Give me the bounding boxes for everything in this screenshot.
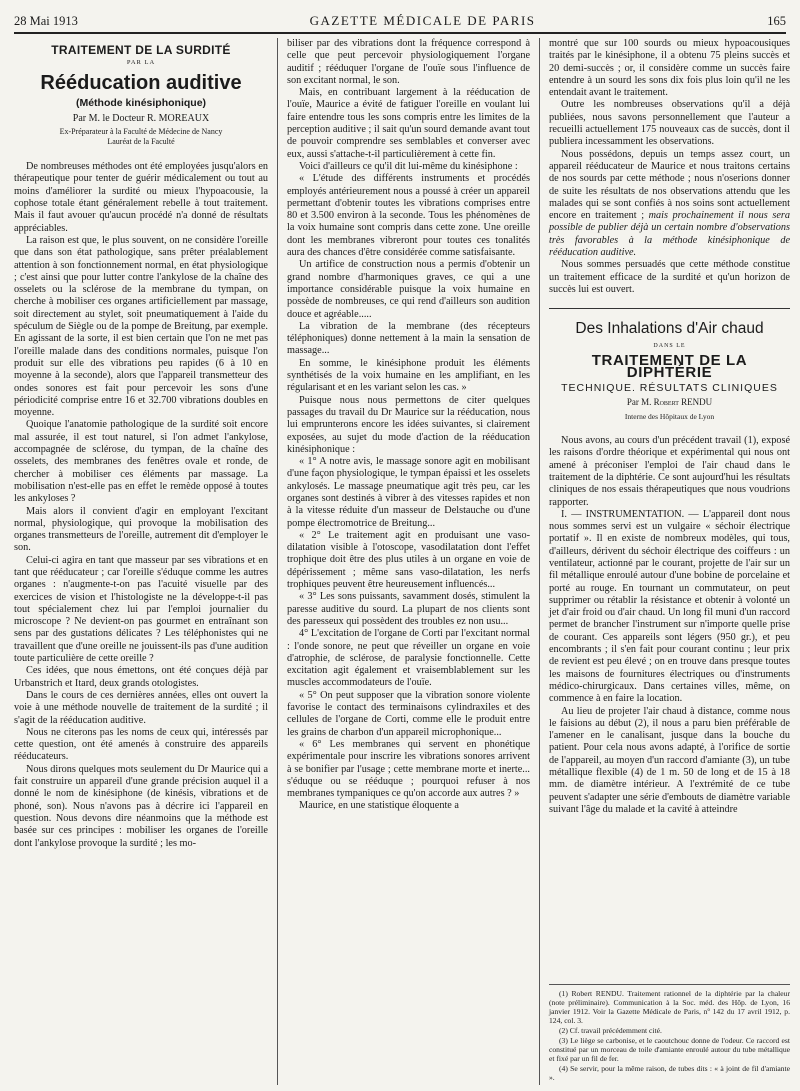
article2-author-name: Robert RENDU	[653, 397, 713, 408]
running-header	[14, 9, 786, 34]
paragraph: La vibration de la membrane (des récepteurs téléphoniques) donne nettement à la main la sensation de massage...	[287, 320, 530, 357]
footnote: (3) Le liège se carbonise, et le caoutchouc donne de l'odeur. Ce raccord est constitué par un morceau de toile d'amiante enroulé autour du tube métallique et fixé par un fil de fer.	[549, 1036, 790, 1063]
column-1	[14, 38, 278, 1085]
paragraph: Maurice, en une statistique éloquente a	[299, 800, 459, 812]
paragraph: Nous ne citerons pas les noms de ceux qui, intéressés par cette question, ont été amenés à construire des appareils rééducateurs.	[14, 726, 268, 763]
paragraph-text: Nous possédons, depuis un temps assez court, un appareil rééducateur de Maurice et nous traitons certains de nos sourds par cette méthode ; nous n'oserions donner de suite les résultats de nos observations attendu que les malades qui se sont confiés à nos soins sont actuellement encore en traitement ;	[549, 148, 790, 222]
article-divider	[549, 308, 790, 309]
paragraph: Nous dirons quelques mots seulement du Dr Maurice qui a fait construire un appareil d'une grande précision auquel il a donné le nom de kinésiphone (de kinésis, vibrations et de phoné, son). Nous n'avons pas à décrire ici l'appareil en question. Nous devons dire néanmoins que la méthode est basée sur ces principes : mobiliser les organes de l'oreille dont l'ankylose provoque la surdité ; les mo-	[14, 763, 268, 849]
column-2	[278, 38, 540, 1085]
paragraph: Celui-ci agira en tant que masseur par ses vibrations et en tant que rééducateur ; car l'oreille s'éduque comme les autres organes : n'augmente-t-on pas l'acuité visuelle par des exercices de vision et l'histologiste ne la développe-t-il pas tout spécialement chez lui par l'emploi journalier du microscope ? Ne devient-on pas gourmet en entraînant son sens par des gustations délicates ? Les téléphonistes qui ne travaillent que d'une oreille ne jouissent-ils pas d'une audition toute particulière de cette oreille ?	[14, 554, 268, 665]
article1-heading	[14, 44, 268, 147]
footnote: (4) Se servir, pour la même raison, de tubes dits : « à joint de fil d'amiante ».	[549, 1064, 790, 1082]
article1-par: PAR LA	[126, 59, 156, 67]
issue-date: 28 Mai 1913	[14, 14, 78, 28]
paragraph: « 3° Les sons puissants, savamment dosés, stimulent la paresse auditive du sourd. La plupart de nos clients sont des paresseux qui possèdent des troubles ez non usu...	[287, 591, 530, 627]
paragraph: Puisque nous nous permettons de citer quelques passages du travail du Dr Maurice sur la rééducation, nous lui emprunterons encore les idées suivantes, si clairement exposées, au sujet du mode d'action de la rééducation kinésiphonique :	[287, 394, 530, 455]
article2-author	[549, 396, 790, 408]
footnotes	[549, 984, 790, 1083]
article2-title-line2: TRAITEMENT DE LA DIPHTÉRIE	[591, 351, 748, 381]
article1-author	[14, 113, 268, 125]
article1-kicker: TRAITEMENT DE LA SURDITÉ	[51, 43, 231, 57]
article2-dans: DANS LE	[653, 343, 686, 350]
paragraph: De nombreuses méthodes ont été employées jusqu'alors en thérapeutique pour tenter de guérir médicalement ou tout au moins d'améliorer la surdité ou mieux l'hypoacousie, la cophose totale étant généralement rebelle à tout traitement. Mais il faut avouer qu'aucun procédé n'a donné de résultats appréciables.	[14, 161, 268, 234]
paragraph: Ces idées, que nous émettons, ont été conçues déjà par Urbanstrich et Itard, deux grands otologistes.	[14, 665, 268, 689]
paragraph: 4° L'excitation de l'organe de Corti par l'excitant normal : l'onde sonore, ne peut que réveiller un organe en voie d'atrophie, de sclérose, de paralysie fonctionnelle. Cette excitation agit également et vraisemblablement sur les muscles accommodateurs de l'ouïe.	[287, 628, 530, 689]
article2-author-pre: Par M.	[626, 397, 652, 408]
footnote: (1) Robert RENDU. Traitement rationnel de la diphtérie par la chaleur (note préliminaire). Communication à la Soc. méd. des Hôp. de Lyon, 16 janvier 1912. Voir la Gazette Médicale de Paris, nº 142 du 17 avril 1912, p. 124, col. 3.	[549, 989, 790, 1025]
article1-affiliation-2: Lauréat de la Faculté	[107, 137, 175, 147]
page-number: 165	[767, 14, 786, 28]
paragraph: « 5° On peut supposer que la vibration sonore violente favorise le contact des terminaisons cylindraxiles et des cellules de l'organe de Corti, comme elle le produit entre les grains de charbon d'un appareil microphonique...	[287, 689, 530, 738]
paragraph: « L'étude des différents instruments et procédés employés antérieurement nous a poussé à créer un appareil permettant d'obtenir toutes les vibrations comprises entre 80 et 3.500 environ à la seconde. Tous les phénomènes de la voix humaine sont compris dans cette zone. Une oreille dont les membranes vibreront pour toutes ces tonalités aura des chances d'être considérée comme satisfaisante.	[287, 173, 530, 259]
article1-subtitle: (Méthode kinésiphonique)	[75, 96, 207, 109]
paragraph: Quoique l'anatomie pathologique de la surdité soit encore mal assurée, il est tout naturel, si l'on admet l'ankylose, accompagnée de sclérose, du tympan, de la chaîne des osselets, des membranes des fenêtres ovale et ronde, de chercher à mobiliser ces éléments par massage. La mobilisation n'est-elle pas en effet le remède opposé à toutes les ankyloses ?	[14, 419, 268, 505]
paragraph-italic: mais prochainement il nous sera possible de publier déjà un certain nombre d'observations très favorables à la méthode kinésiphonique de rééducation auditive.	[549, 210, 790, 259]
paragraph: Mais, en contribuant largement à la rééducation de l'ouïe, Maurice a évité de fatiguer l'oreille en voulant lui faire entendre tous les sons compris entre les limites de la perception auditive ; il sait qu'un sourd demande avant tout de pouvoir comprendre ses semblables et converser avec eux, aussi s'attache-t-il particulièrement à cette fin.	[287, 87, 530, 160]
paragraph: biliser par des vibrations dont la fréquence correspond à celle que peut percevoir physiologiquement l'organe auditif ; rééduquer l'organe de l'ouïe sous l'influence de son excitant normal, le son.	[287, 38, 530, 86]
footnote: (2) Cf. travail précédemment cité.	[559, 1026, 662, 1035]
paragraph: I. — INSTRUMENTATION. — L'appareil dont nous nous sommes servi est un vulgaire « séchoir électrique portatif ». Il en existe de nombreux modèles, qui tous, d'ailleurs, dérivent du séchoir électrique des coiffeurs : un ventilateur, actionné par le courant, projette de l'air sur un fil métallique enroulé autour d'une bobine de porcelaine et porté au rouge. En tournant un commutateur, on peut supprimer ou rétablir la résistance et obtenir à volonté un jet d'air froid ou d'air chaud. Un long fil muni d'un raccord permet de brancher l'instrument sur n'importe quelle prise de courant. Ces appareils sont légers (950 gr.), et peu encombrants ; il s'en fait pour courant continu ; leur prix de revient est peu élevé ; on en trouve dans presque toutes les maisons de fournitures électriques ou d'instruments médico-chirurgicaux. Dans certaines villes, même, on commence à en faire la location.	[549, 508, 790, 705]
paragraph: En somme, le kinésiphone produit les éléments synthétisés de la voix humaine en les amplifiant, en les régularisant et en les variant selon les cas. »	[287, 357, 530, 394]
paragraph: Un artifice de construction nous a permis d'obtenir un grand nombre d'harmoniques graves, ce qui a une importance considérable puisque la voix humaine en possède de nombreuses, ce qui rend d'ailleurs son audition douce et agréable.....	[287, 259, 530, 320]
article2-heading	[549, 319, 790, 423]
paragraph	[549, 149, 790, 260]
journal-name: GAZETTE MÉDICALE DE PARIS	[309, 13, 536, 28]
paragraph: montré que sur 100 sourds ou mieux hypoacousiques traités par le kinésiphone, il a obtenu 75 pleins succès et 20 demi-succès ; or, il considère comme un succès faire entendre à un sourd les sons dix fois plus loin qu'il ne les entendait avant le traitement.	[549, 38, 790, 99]
paragraph: Outre les nombreuses observations qu'il a déjà publiées, nous savons personnellement que l'auteur a recueilli actuellement 175 nouveaux cas de succès, dont il publiera incessamment les observations.	[549, 99, 790, 148]
article1-affiliation-1: Ex-Préparateur à la Faculté de Médecine de Nancy	[59, 127, 223, 137]
paragraph: « 2° Le traitement agit en produisant une vaso-dilatation visible à l'otoscope, vasodilatation dont l'effet trophique doit être des plus utiles à un organe en voie de dépérissement ; même sans vaso-dilatation, les nerfs trophiques peuvent être heureusement influencés...	[287, 529, 530, 591]
article1-author-name: R. MOREAUX	[146, 112, 210, 124]
article1-title: Rééducation auditive	[40, 71, 242, 94]
article2-affiliation: Interne des Hôpitaux de Lyon	[624, 411, 715, 421]
paragraph: La raison est que, le plus souvent, on ne considère l'oreille que dans son état pathologique, sans prêter préalablement attention à son fonctionnement normal, en état physiologique ; c'est ainsi que pour lutter contre l'ankylose de la chaîne des osselets ou la sclérose de la membrane du tympan, on cherche à mobiliser ces organes artificiellement par massage, soit directement au stylet, soit pneumatiquement à l'aide du spéculum de Siègle ou de la pompe de Breitung, par exemple. En agissant de la sorte, il est bien certain que l'on ne met pas l'oreille malade dans des conditions normales, puisque l'on produit sur elle des vibrations peu rapides (6 à 10 en moyenne à la seconde), alors que l'appareil transmetteur des ondes sonores est fait pour percevoir les sons d'une périodicité comprise entre 16 et 32.700 vibrations doubles en moyenne.	[14, 234, 268, 419]
article1-author-pre: Par M. le Docteur	[72, 112, 145, 124]
paragraph: Voici d'ailleurs ce qu'il dit lui-même du kinésiphone :	[299, 160, 518, 172]
paragraph: Dans le cours de ces dernières années, elles ont ouvert la voie à une méthode nouvelle de traitement de la surdité ; il s'agit de la rééducation auditive.	[14, 689, 268, 726]
article2-subtitle: TECHNIQUE. RÉSULTATS CLINIQUES	[561, 382, 778, 395]
article2-title-line1: Des Inhalations d'Air chaud	[575, 320, 764, 338]
paragraph: Nous sommes persuadés que cette méthode constitue un traitement efficace de la surdité et qu'un horizon de succès lui est ouvert.	[549, 259, 790, 295]
text-columns	[14, 38, 790, 1085]
paragraph: Au lieu de projeter l'air chaud à distance, comme nous le faisions au début (2), il nous a paru bien préférable de l'amener en le canalisant, jusque dans la bouche du patient. Pour cela nous avons adapté, à l'orifice de sortie de l'appareil, au moyen d'un raccord d'amiante (3), un tube métallique flexible (4) de 1 m. 50 de long et de 15 à 18 mm. de diamètre intérieur. A l'extrémité de ce tube peuvent s'adapter une série d'embouts de diamètre variable suivant l'âge du malade et la cavité à atteindre	[549, 705, 790, 815]
paragraph: « 6° Les membranes qui servent en phonétique expérimentale pour inscrire les vibrations sonores arrivent à se bonifier par l'usage ; cette membrane morte et inerte... s'éduque ou se rééduque ; pourquoi refuser à nos membranes tympaniques ce qu'on accorde aux autres ? »	[287, 738, 530, 800]
paragraph: Mais alors il convient d'agir en employant l'excitant normal, physiologique, qui provoque la mobilisation des organes transmetteurs de l'oreille, autrement dit d'employer le son.	[14, 505, 268, 554]
paragraph: « 1° A notre avis, le massage sonore agit en mobilisant d'une façon physiologique, le tympan épaissi et les osselets ankylosés. Le massage pneumatique agit très peu, car les organes sont destinés à vibrer à des vitesses rapides et non à la vitesse réduite d'un masseur de Delstauche ou d'une pompe électromotrice de Breitung...	[287, 456, 530, 529]
paragraph: Nous avons, au cours d'un précédent travail (1), exposé les raisons d'ordre théorique et expérimental qui nous ont amené à préconiser l'emploi de l'air chaud dans le traitement de la diphtérie. Ce sont aujourd'hui les résultats cliniques de nos essais thérapeutiques que nous voudrions rapporter.	[549, 435, 790, 508]
article1-affiliation	[14, 127, 268, 147]
column-3	[540, 38, 790, 1085]
